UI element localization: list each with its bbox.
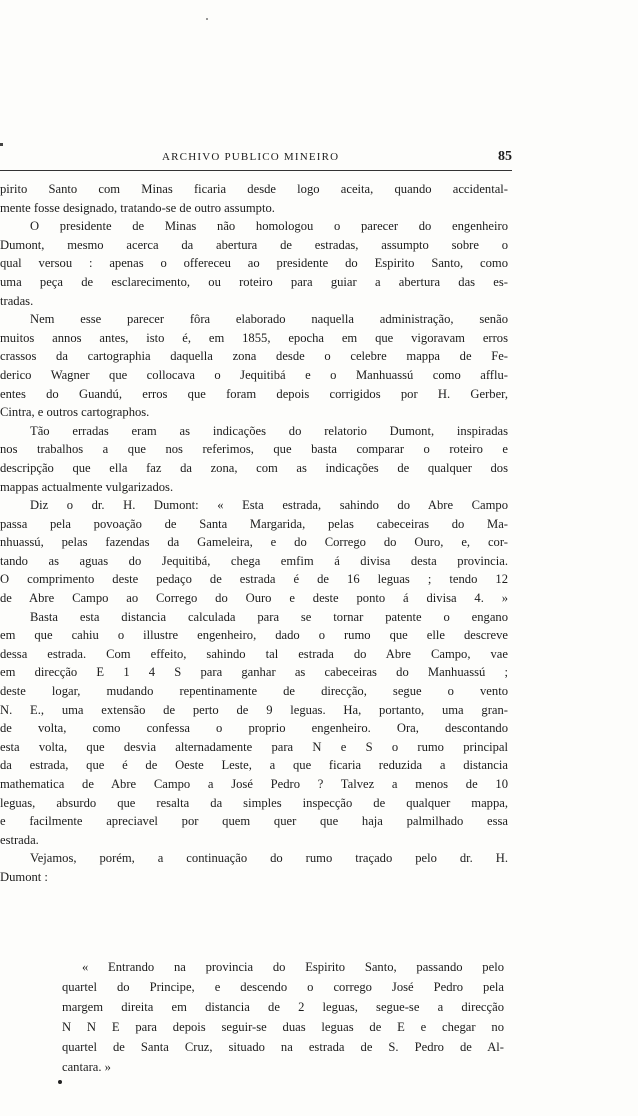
text-line: Dumont : xyxy=(0,869,48,884)
text-line: leguas, absurdo que resalta da simples inspecção de qualquer mappa, xyxy=(0,795,508,810)
text-line: mappas actualmente vulgarizados. xyxy=(0,479,174,494)
quote-line: quartel do Principe, e descendo o corrego José Pedro pela xyxy=(62,980,504,994)
text-line: dessa estrada. Com effeito, sahindo tal estrada do Abre Campo, vae xyxy=(0,646,508,661)
text-line: e facilmente apreciavel por quem quer que haja palmilhado essa xyxy=(0,814,508,829)
text-line: de Abre Campo ao Corrego do Ouro e deste ponto á divisa 4. » xyxy=(0,591,508,606)
text-line: muitos annos antes, isto é, em 1855, epocha em que vigoravam erros xyxy=(0,330,508,345)
paper-speck xyxy=(206,18,208,20)
text-line: Dumont, mesmo acerca da abertura de estradas, assumpto sobre o xyxy=(0,237,508,252)
text-line: tradas. xyxy=(0,293,34,308)
text-line: qual versou : apenas o offereceu ao presidente do Espirito Santo, como xyxy=(0,256,508,271)
text-line: pirito Santo com Minas ficaria desde logo aceita, quando accidental- xyxy=(0,182,508,196)
page-number: 85 xyxy=(498,149,512,164)
text-line: mathematica de Abre Campo a José Pedro ? Talvez a menos de 10 xyxy=(0,777,508,791)
text-line: N. E., uma extensão de perto de 9 leguas. Ha, portanto, uma gran- xyxy=(0,702,508,717)
body-text xyxy=(0,180,508,887)
text-line: Vejamos, porém, a continuação do rumo traçado pelo dr. H. xyxy=(30,851,508,866)
text-line: O presidente de Minas não homologou o parecer do engenheiro xyxy=(30,219,508,234)
page-header xyxy=(162,151,512,169)
end-mark xyxy=(58,1080,62,1084)
text-line: em que cahiu o illustre engenheiro, dado o rumo que elle descreve xyxy=(0,628,508,643)
running-head: ARCHIVO PUBLICO MINEIRO xyxy=(162,151,340,163)
text-line: esta volta, que desvia alternadamente para N e S o rumo principal xyxy=(0,739,508,754)
text-line: nhuassú, pelas fazendas da Gameleira, e do Corrego do Ouro, e, cor- xyxy=(0,535,508,550)
text-line: deste logar, mudando repentinamente de direcção, segue o vento xyxy=(0,684,508,699)
text-line: descripção que ella faz da zona, com as indicações de qualquer dos xyxy=(0,460,508,475)
text-line: entes do Guandú, erros que foram depois corrigidos por H. Gerber, xyxy=(0,386,508,401)
text-line: mente fosse designado, tratando-se de outro assumpto. xyxy=(0,200,275,215)
text-line: em direcção E 1 4 S para ganhar as cabeceiras do Manhuassú ; xyxy=(0,665,508,680)
text-line: estrada. xyxy=(0,832,39,847)
text-line: Basta esta distancia calculada para se tornar patente o engano xyxy=(30,609,508,624)
text-line: de volta, como confessa o proprio engenheiro. Ora, descontando xyxy=(0,721,508,736)
quote-block xyxy=(62,957,504,1077)
text-line: Nem esse parecer fôra elaborado naquella administração, senão xyxy=(30,312,508,327)
quote-line: « Entrando na provincia do Espirito Santo, passando pelo xyxy=(82,960,504,974)
text-line: derico Wagner que collocava o Jequitibá e o Manhuassú como afflu- xyxy=(0,367,508,382)
text-line: passa pela povoação de Santa Margarida, pelas cabeceiras do Ma- xyxy=(0,516,508,531)
quote-line: margem direita em distancia de 2 leguas, segue-se a direcção xyxy=(62,1000,504,1014)
text-line: Cintra, e outros cartographos. xyxy=(0,405,150,420)
quote-line: cantara. » xyxy=(62,1060,111,1074)
margin-mark xyxy=(0,143,3,146)
header-rule xyxy=(0,170,512,171)
text-line: crassos da cartographia daquella zona desde o celebre mappa de Fe- xyxy=(0,349,508,364)
text-line: Tão erradas eram as indicações do relatorio Dumont, inspiradas xyxy=(30,423,508,438)
quote-line: N N E para depois seguir-se duas leguas de E e chegar no xyxy=(62,1020,504,1034)
text-line: O comprimento deste pedaço de estrada é de 16 leguas ; tendo 12 xyxy=(0,572,508,587)
text-line: Diz o dr. H. Dumont: « Esta estrada, sahindo do Abre Campo xyxy=(30,498,508,513)
quote-line: quartel de Santa Cruz, situado na estrada de S. Pedro de Al- xyxy=(62,1040,504,1054)
text-line: tando as aguas do Jequitibá, chega emfim á divisa desta provincia. xyxy=(0,553,508,568)
text-line: uma peça de esclarecimento, ou roteiro para guiar a abertura das es- xyxy=(0,274,508,289)
text-line: nos trabalhos a que nos referimos, que basta comparar o roteiro e xyxy=(0,442,508,457)
text-line: da estrada, que é de Oeste Leste, a que ficaria reduzida a distancia xyxy=(0,758,508,773)
